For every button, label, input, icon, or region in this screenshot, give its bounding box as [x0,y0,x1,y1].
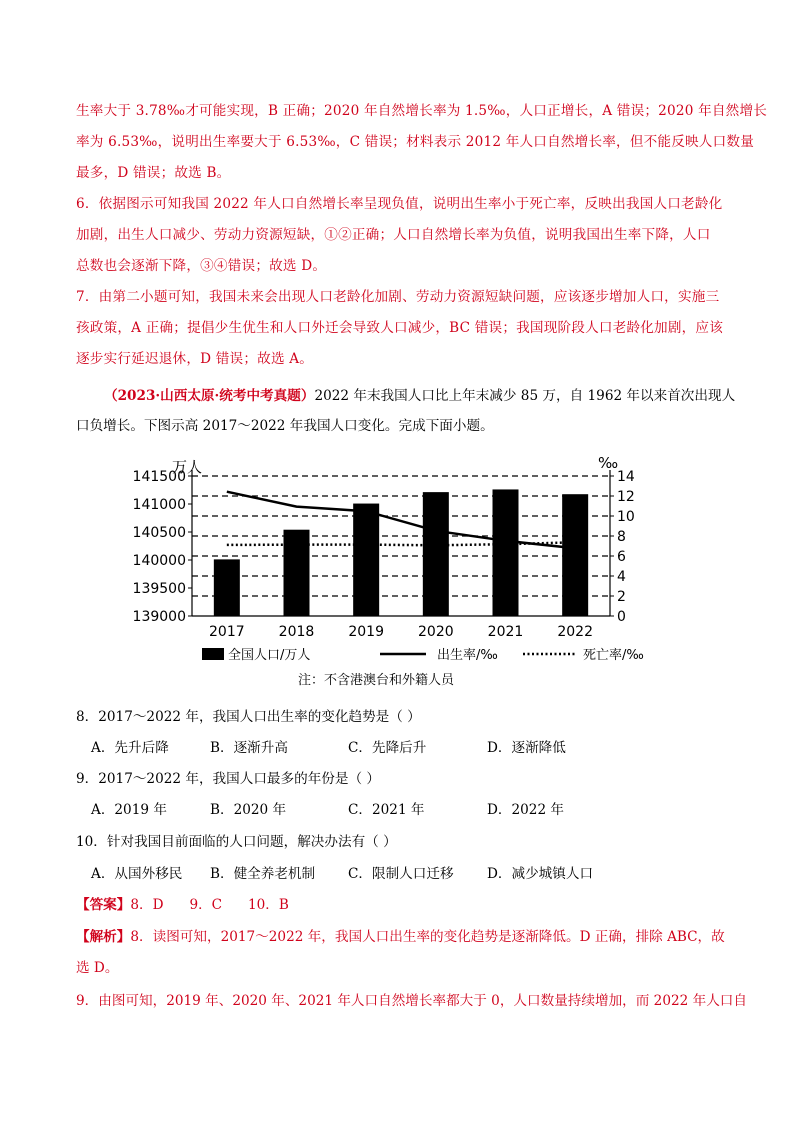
population-bar [423,492,449,616]
y-right-tick-label: 0 [617,609,626,625]
y-right-tick-label: 2 [617,589,626,605]
y-left-tick-label: 141500 [132,469,186,485]
x-tick-label: 2021 [487,624,524,640]
q8-option-c[interactable]: C．先降后升 [348,740,427,756]
intro-text: 2022 年末我国人口比上年末减少 85 万，自 1962 年以来首次出现人 [314,388,736,404]
q9-option-b[interactable]: B．2020 年 [210,802,287,818]
q9-option-c[interactable]: C．2021 年 [348,802,425,818]
analysis-text: 8．读图可知，2017～2022 年，我国人口出生率的变化趋势是逐渐降低。D 正确，排除 ABC，故 [130,929,725,945]
chart-lines [227,492,575,549]
explanation-top [76,96,768,375]
y-right-tick-label: 14 [617,469,635,485]
y-left-tick-label: 139000 [132,609,186,625]
q10-option-c[interactable]: C．限制人口迁移 [348,866,454,882]
question-8: 8．2017～2022 年，我国人口出生率的变化趋势是（ ） [76,709,421,725]
population-chart [130,448,660,693]
q8-option-d[interactable]: D．逐渐降低 [487,740,566,756]
question-10: 10．针对我国目前面临的人口问题，解决办法有（ ） [76,834,397,850]
x-tick-label: 2018 [278,624,315,640]
y-left-tick-label: 140000 [132,553,186,569]
y-right-tick-label: 12 [617,489,635,505]
explanation-line: 最多，D 错误；故选 B。 [76,165,231,181]
q10-option-d[interactable]: D．减少城镇人口 [487,866,594,882]
answer-text: 8．D 9．C 10．B [130,897,289,913]
question-9: 9．2017～2022 年，我国人口最多的年份是（ ） [76,771,380,787]
q9-option-a[interactable]: A．2019 年 [91,802,167,818]
legend-birth-rate: 出生率/‰ [437,648,498,663]
intro-text: 口负增长。下图示高 2017～2022 年我国人口变化。完成下面小题。 [76,418,494,434]
analysis-line-1 [76,927,725,947]
chart-bars [214,489,588,616]
explanation-line: 总数也会逐渐下降，③④错误；故选 D。 [76,258,327,274]
explanation-line: 率为 6.53‰，说明出生率要大于 6.53‰，C 错误；材料表示 2012 年人口自然增长率，但不能反映人口数量 [76,134,754,150]
explanation-line: 6．依据图示可知我国 2022 年人口自然增长率呈现负值，说明出生率小于死亡率，反映出我国人口老龄化 [76,196,723,212]
population-bar [284,530,310,616]
x-tick-label: 2017 [209,624,245,640]
q8-option-b[interactable]: B．逐渐升高 [210,740,288,756]
y-right-tick-label: 4 [617,569,626,585]
y-right-tick-label: 8 [617,529,626,545]
q8-option-a[interactable]: A．先升后降 [91,740,169,756]
x-tick-label: 2019 [348,624,384,640]
legend-death-rate: 死亡率/‰ [583,648,644,663]
chart-note: 注：不含港澳台和外籍人员 [298,673,455,688]
y-left-tick-label: 139500 [132,581,186,597]
q10-option-b[interactable]: B．健全养老机制 [210,866,316,882]
answer-block [76,895,289,915]
explanation-line: 7．由第二小题可知，我国未来会出现人口老龄化加剧、劳动力资源短缺问题，应该逐步增加人口，实施三 [76,289,720,305]
answer-label: 【答案】 [76,897,131,913]
x-tick-label: 2020 [418,624,454,640]
chart-ticks [133,469,635,640]
population-bar [562,494,588,616]
q9-option-d[interactable]: D．2022 年 [487,802,565,818]
x-tick-label: 2022 [557,624,593,640]
y-left-tick-label: 140500 [132,525,186,541]
y-left-unit: 万人 [172,458,203,476]
analysis-label: 【解析】 [76,929,131,945]
legend-population: 全国人口/万人 [228,648,311,663]
legend-bar-swatch [202,648,224,660]
question-intro [76,381,736,441]
q10-option-a[interactable]: A．从国外移民 [91,866,183,882]
population-bar [214,559,240,616]
analysis-line-3: 9．由图可知，2019 年、2020 年、2021 年人口自然增长率都大于 0，人口数量持续增加，而 2022 年人口自 [76,993,747,1009]
chart-grid [192,476,610,596]
y-right-tick-label: 6 [617,549,626,565]
y-left-tick-label: 141000 [132,497,186,513]
analysis-line-2: 选 D。 [76,960,119,976]
y-right-tick-label: 10 [617,509,635,525]
explanation-line: 逐步实行延迟退休，D 错误；故选 A。 [76,351,314,367]
population-bar [353,504,379,616]
explanation-line: 生率大于 3.78‰才可能实现，B 正确；2020 年自然增长率为 1.5‰，人口正增长，A 错误；2020 年自然增长 [76,103,768,119]
y-right-unit: ‰ [598,454,619,472]
explanation-line: 加剧，出生人口减少、劳动力资源短缺，①②正确；人口自然增长率为负值，说明我国出生率下降，人口 [76,227,711,243]
question-source: （2023·山西太原·统考中考真题） [104,388,315,404]
birth-rate-line [227,492,575,549]
population-bar [493,489,519,616]
explanation-line: 孩政策，A 正确；提倡少生优生和人口外迁会导致人口减少，BC 错误；我国现阶段人口老龄化加剧，应该 [76,320,724,336]
